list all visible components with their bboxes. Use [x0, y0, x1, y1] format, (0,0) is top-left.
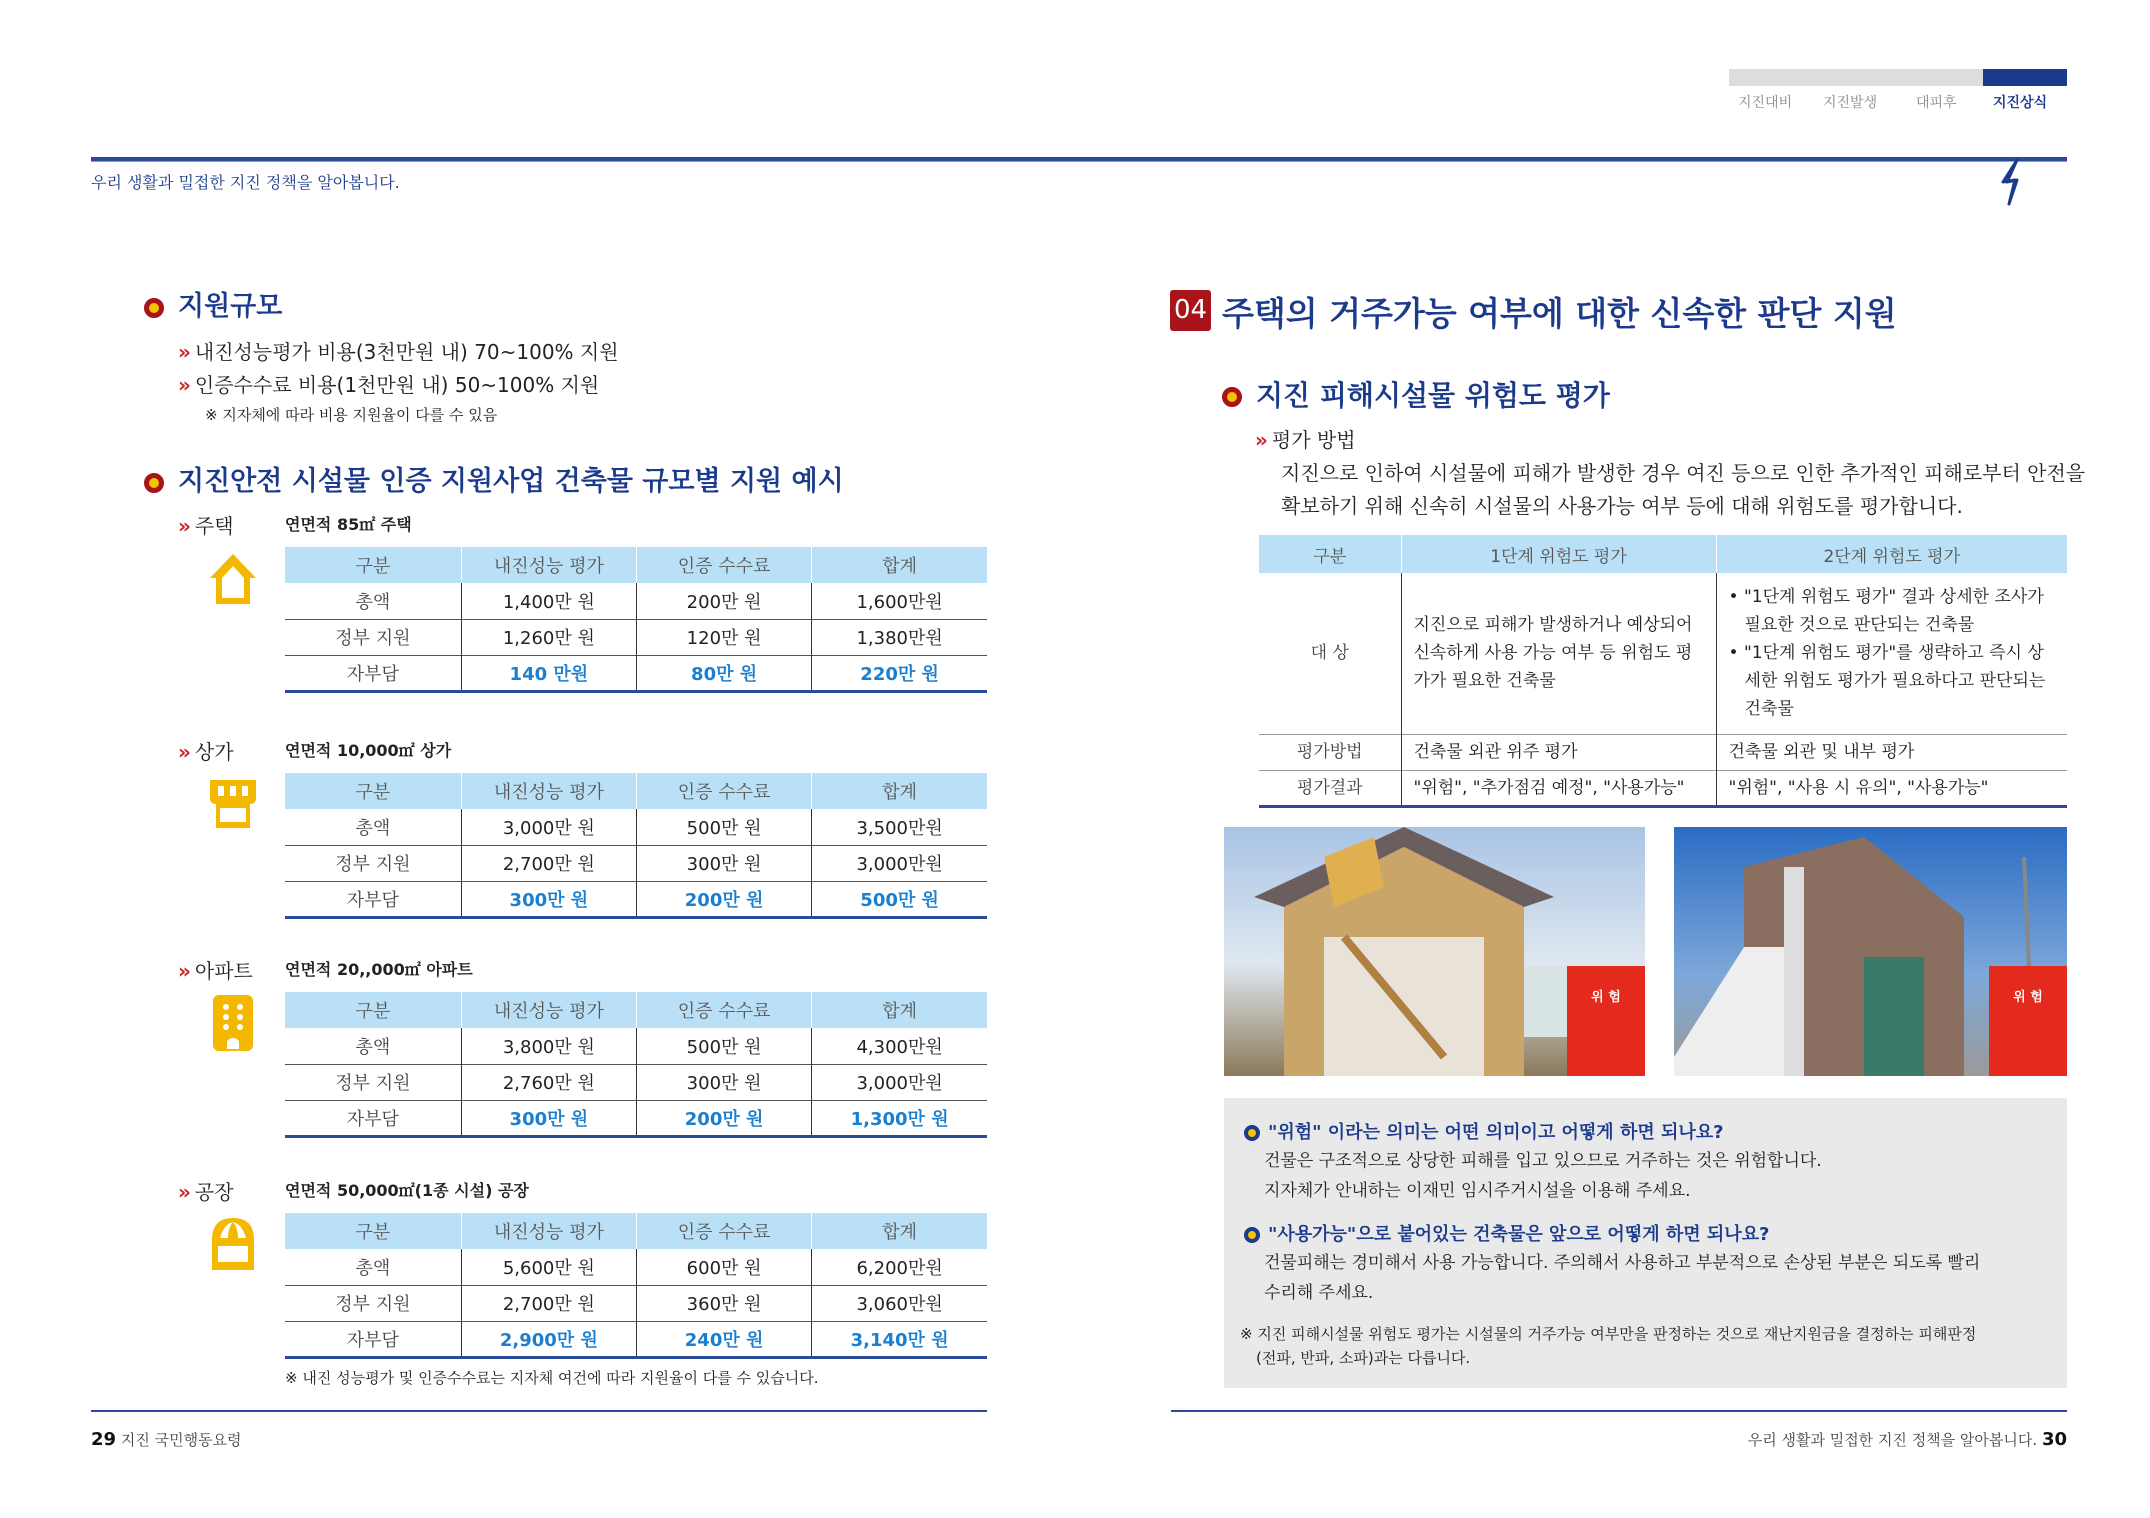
table-header-row: [285, 773, 987, 809]
chevron-right-icon: »: [1255, 428, 1268, 452]
table-row: [285, 881, 987, 917]
bullet-icon: [1244, 1125, 1260, 1141]
header-divider: [91, 157, 2067, 162]
column-header: 1단계 위험도 평가: [1401, 535, 1716, 573]
bullet-icon: [1222, 387, 1242, 407]
row-label: 총액: [355, 817, 391, 839]
floor-area-label: 연면적 85㎡ 주택: [285, 515, 412, 534]
building-type-label: » 상가: [178, 740, 234, 764]
chevron-right-icon: »: [178, 373, 191, 397]
table-row: [285, 1321, 987, 1357]
section-heading-support-scale: 지원규모: [144, 284, 282, 323]
examples-note: ※ 내진 성능평가 및 인증수수료는 지자체 여건에 따라 지원율이 다를 수 있습니다.: [285, 1369, 819, 1387]
table-cell: 3,800만 원: [461, 1028, 636, 1064]
chevron-right-icon: »: [178, 340, 191, 364]
building-type-label: » 주택: [178, 514, 234, 538]
table-header-row: [285, 547, 987, 583]
method-label: » 평가 방법: [1255, 428, 1356, 452]
table-cell: 240만 원: [636, 1321, 811, 1357]
table-cell: 300만 원: [636, 845, 811, 881]
table-row: [285, 655, 987, 691]
table-row: [285, 619, 987, 655]
page-number: 29: [91, 1429, 117, 1450]
table-row: [285, 1028, 987, 1064]
row-label: 총액: [355, 591, 391, 613]
section-title: 주택의 거주가능 여부에 대한 신속한 판단 지원: [1222, 294, 1897, 333]
table-cell: 2,700만 원: [461, 845, 636, 881]
column-header: 합계: [812, 773, 987, 809]
table-cell: 200만 원: [636, 1100, 811, 1136]
table-cell: 300만 원: [461, 881, 636, 917]
bullet-icon: [144, 298, 164, 318]
row-label: 정부 지원: [285, 1064, 461, 1100]
table-row: [285, 1064, 987, 1100]
column-header: 합계: [812, 1213, 987, 1249]
support-example-table: [285, 1213, 987, 1359]
table-cell: 3,500만원: [812, 809, 987, 845]
table-cell: 2,700만 원: [461, 1285, 636, 1321]
table-cell: 건축물 외관 및 내부 평가: [1716, 734, 2067, 770]
row-label: 평가방법: [1259, 734, 1401, 770]
section-heading-examples: 지진안전 시설물 인증 지원사업 건축물 규모별 지원 예시: [144, 459, 844, 498]
column-header: 구분: [285, 1213, 461, 1249]
table-cell: 1,600만원: [812, 583, 987, 619]
table-cell: 120만 원: [636, 619, 811, 655]
method-text-line: 지진으로 인하여 시설물에 피해가 발생한 경우 여진 등으로 인한 추가적인 피해로부터 안전을: [1281, 461, 2086, 485]
table-cell: 3,060만원: [812, 1285, 987, 1321]
faq-question: "사용가능"으로 붙어있는 건축물은 앞으로 어떻게 하면 되나요?: [1244, 1220, 1770, 1246]
house-icon: [204, 548, 262, 608]
support-item: » 인증수수료 비용(1천만원 내) 50~100% 지원: [178, 373, 600, 397]
table-cell: 1,300만 원: [812, 1100, 987, 1136]
row-label: 총액: [355, 1257, 391, 1279]
table-cell: 2,900만 원: [461, 1321, 636, 1357]
table-row: [285, 845, 987, 881]
row-label: 정부 지원: [285, 1285, 461, 1321]
table-cell: 500만 원: [636, 1028, 811, 1064]
bullet-icon: [144, 473, 164, 493]
list-item: • "1단계 위험도 평가" 결과 상세한 조사가 필요한 것으로 판단되는 건축물: [1729, 583, 2056, 639]
table-cell: 200만 원: [636, 583, 811, 619]
column-header: 구분: [1259, 535, 1401, 573]
table-row: [285, 1100, 987, 1136]
faq-question: "위험" 이라는 의미는 어떤 의미이고 어떻게 하면 되나요?: [1244, 1118, 1724, 1144]
damaged-building-photo: [1674, 827, 2067, 1076]
table-cell: 1,380만원: [812, 619, 987, 655]
page-number: 30: [2041, 1429, 2067, 1450]
chevron-right-icon: »: [178, 959, 191, 983]
table-cell: 500만 원: [636, 809, 811, 845]
nav-chapter-after[interactable]: 대피후: [1916, 95, 1957, 111]
table-row: [285, 809, 987, 845]
footer-left: 29 지진 국민행동요령: [91, 1429, 242, 1450]
row-label: 총액: [355, 1036, 391, 1058]
floor-area-label: 연면적 10,000㎡ 상가: [285, 741, 452, 760]
list-item: • "1단계 위험도 평가"를 생략하고 즉시 상세한 위험도 평가가 필요하다고 판단되는 건축물: [1729, 639, 2056, 723]
danger-sign: 위 험: [1989, 966, 2067, 1076]
column-header: 내진성능 평가: [461, 547, 636, 583]
factory-icon: [204, 1214, 262, 1274]
column-header: 내진성능 평가: [461, 1213, 636, 1249]
column-header: 구분: [285, 773, 461, 809]
table-cell: 4,300만원: [812, 1028, 987, 1064]
table-cell: "위험", "사용 시 유의", "사용가능": [1716, 770, 2067, 806]
support-example-table: [285, 773, 987, 919]
table-cell: 3,000만 원: [461, 809, 636, 845]
row-label: 자부담: [285, 1100, 461, 1136]
table-header-row: [1259, 535, 2067, 573]
column-header: 합계: [812, 547, 987, 583]
chevron-right-icon: »: [178, 1180, 191, 1204]
table-row: [285, 583, 987, 619]
table-cell: 140 만원: [461, 655, 636, 691]
table-header-row: [285, 992, 987, 1028]
danger-sign: 위 험: [1567, 966, 1645, 1076]
faq-answer: 건물피해는 경미해서 사용 가능합니다. 주의해서 사용하고 부분적으로 손상된 부분은 되도록 빨리 수리해 주세요.: [1264, 1253, 1981, 1303]
table-cell: "위험", "추가점검 예정", "사용가능": [1401, 770, 1716, 806]
table-cell: 300만 원: [461, 1100, 636, 1136]
table-cell: 건축물 외관 위주 평가: [1401, 734, 1716, 770]
column-header: 2단계 위험도 평가: [1716, 535, 2067, 573]
table-cell: 220만 원: [812, 655, 987, 691]
chevron-right-icon: »: [178, 740, 191, 764]
row-label: 자부담: [285, 1321, 461, 1357]
risk-assessment-table: [1259, 535, 2067, 808]
building-type-label: » 아파트: [178, 959, 253, 983]
table-header-row: [285, 1213, 987, 1249]
footer-divider: [1171, 1410, 2067, 1412]
footer-right: 우리 생활과 밀접한 지진 정책을 알아봅니다. 30: [1747, 1429, 2067, 1450]
support-example-table: [285, 547, 987, 693]
bullet-icon: [1244, 1227, 1260, 1243]
subsection-title: 지진 피해시설물 위험도 평가: [1222, 374, 1610, 414]
floor-area-label: 연면적 20,,000㎡ 아파트: [285, 960, 473, 979]
row-label: 평가결과: [1259, 770, 1401, 806]
row-label: 자부담: [285, 881, 461, 917]
table-cell: 1,260만 원: [461, 619, 636, 655]
method-text-line: 확보하기 위해 신속히 시설물의 사용가능 여부 등에 대해 위험도를 평가합니다.: [1281, 494, 1963, 518]
nav-chapter-knowledge[interactable]: 지진상식: [1993, 95, 2048, 111]
table-cell: 600만 원: [636, 1249, 811, 1285]
table-row: [1259, 573, 2067, 734]
column-header: 합계: [812, 992, 987, 1028]
chapter-progress-bar: [1729, 69, 2067, 86]
faq-note: ※ 지진 피해시설물 위험도 평가는 시설물의 거주가능 여부만을 판정하는 것으로 재난지원금을 결정하는 피해판정 (전파, 반파, 소파)과는 다릅니다.: [1240, 1325, 1977, 1367]
row-label: 정부 지원: [285, 845, 461, 881]
support-note: ※ 지자체에 따라 비용 지원율이 다를 수 있음: [205, 406, 498, 424]
row-label: 정부 지원: [285, 619, 461, 655]
column-header: 내진성능 평가: [461, 992, 636, 1028]
table-cell: 2,760만 원: [461, 1064, 636, 1100]
table-cell: 200만 원: [636, 881, 811, 917]
table-cell: 6,200만원: [812, 1249, 987, 1285]
table-cell: 3,000만원: [812, 1064, 987, 1100]
header-subtitle: 우리 생활과 밀접한 지진 정책을 알아봅니다.: [91, 173, 400, 192]
chapter-progress-active: [1983, 69, 2067, 86]
support-item: » 내진성능평가 비용(3천만원 내) 70~100% 지원: [178, 340, 619, 364]
support-example-table: [285, 992, 987, 1138]
table-cell: 80만 원: [636, 655, 811, 691]
table-cell: 500만 원: [812, 881, 987, 917]
damaged-house-photo: [1224, 827, 1645, 1076]
faq-answer: 건물은 구조적으로 상당한 피해를 입고 있으므로 거주하는 것은 위험합니다. 지자체가 안내하는 이재민 임시주거시설을 이용해 주세요.: [1264, 1151, 1822, 1201]
floor-area-label: 연면적 50,000㎡(1종 시설) 공장: [285, 1181, 529, 1200]
chevron-right-icon: »: [178, 514, 191, 538]
nav-chapter-occurrence[interactable]: 지진발생: [1823, 95, 1878, 111]
column-header: 내진성능 평가: [461, 773, 636, 809]
building-type-label: » 공장: [178, 1180, 234, 1204]
table-row: [1259, 734, 2067, 770]
table-cell: 지진으로 피해가 발생하거나 예상되어 신속하게 사용 가능 여부 등 위험도 평가가 필요한 건축물: [1401, 573, 1716, 734]
lightning-icon: [1995, 158, 2045, 208]
table-cell: 1,400만 원: [461, 583, 636, 619]
column-header: 구분: [285, 992, 461, 1028]
column-header: 인증 수수료: [636, 1213, 811, 1249]
column-header: 인증 수수료: [636, 992, 811, 1028]
table-cell: 360만 원: [636, 1285, 811, 1321]
footer-divider: [91, 1410, 987, 1412]
section-number-badge: 04: [1170, 290, 1211, 331]
column-header: 인증 수수료: [636, 773, 811, 809]
table-row: [285, 1249, 987, 1285]
table-cell: 3,000만원: [812, 845, 987, 881]
table-cell: 3,140만 원: [812, 1321, 987, 1357]
apartment-icon: [204, 993, 262, 1053]
row-label: 자부담: [285, 655, 461, 691]
table-cell: 300만 원: [636, 1064, 811, 1100]
table-row: [1259, 770, 2067, 806]
store-icon: [204, 774, 262, 834]
column-header: 인증 수수료: [636, 547, 811, 583]
table-cell: 5,600만 원: [461, 1249, 636, 1285]
row-label: 대 상: [1310, 643, 1349, 664]
column-header: 구분: [285, 547, 461, 583]
table-row: [285, 1285, 987, 1321]
table-cell: [1716, 573, 2067, 734]
nav-chapter-prepare[interactable]: 지진대비: [1738, 95, 1793, 111]
